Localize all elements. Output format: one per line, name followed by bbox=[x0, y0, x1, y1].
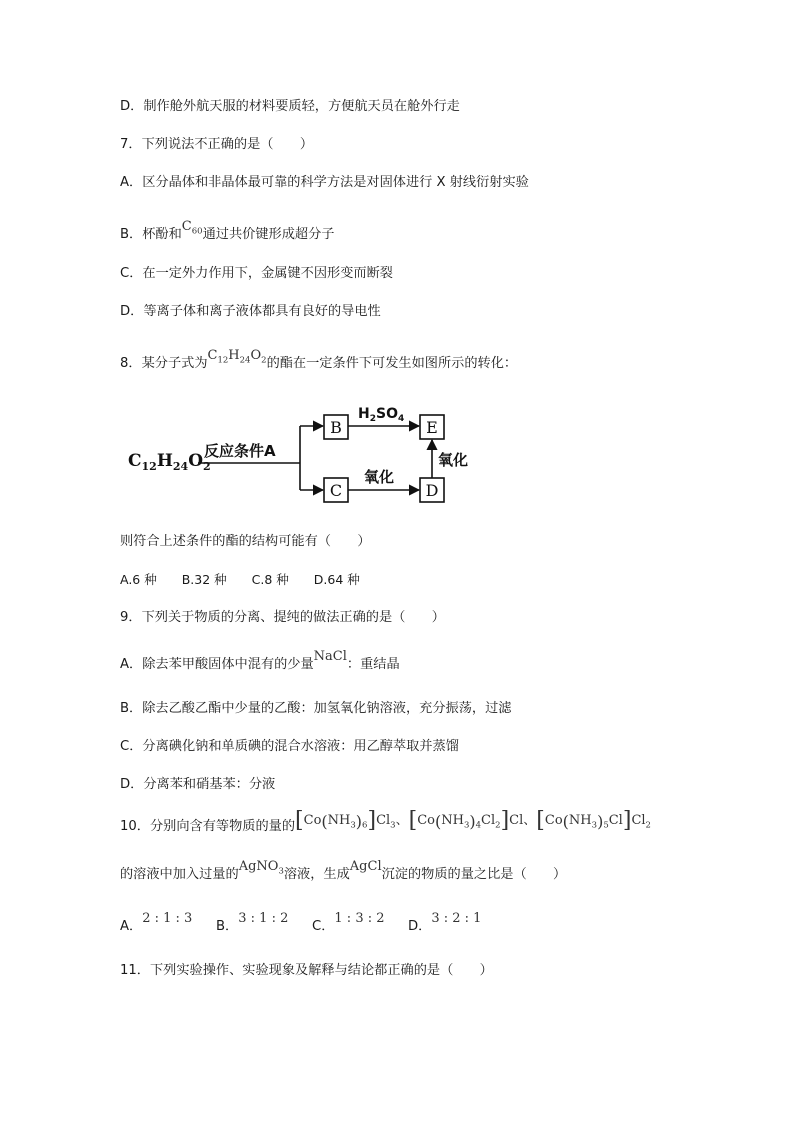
q7-option-b bbox=[120, 219, 335, 249]
q7b-suffix: 通过共价键形成超分子 bbox=[202, 227, 335, 242]
condition-label: 反应条件A bbox=[204, 442, 276, 460]
complex-formulas: $[Co(NH_3)_6]Cl_3$、$[Co(NH_3)_4Cl_2]Cl$、$[Co(NH_3)_5Cl]Cl_2$ bbox=[295, 808, 651, 833]
q9-option-a: A．除去苯甲酸固体中混有的少量NaCl：重结晶 bbox=[120, 649, 400, 672]
q7-option-a: A．区分晶体和非晶体最可靠的科学方法是对固体进行 X 射线衍射实验 bbox=[120, 175, 529, 190]
option-d-text: D．制作舱外航天服的材料要质轻，方便航天员在舱外行走 bbox=[120, 99, 460, 114]
question-8: 8．某分子式为$C_{12}H_{24}O_2$的酯在一定条件下可发生如图所示的转化： bbox=[120, 348, 518, 371]
q9-option-c: C．分离碘化钠和单质碘的混合水溶液：用乙醇萃取并蒸馏 bbox=[120, 739, 459, 754]
oxidation-label-2: 氧化 bbox=[438, 451, 469, 469]
q9-option-b: B．除去乙酸乙酯中少量的乙酸：加氢氧化钠溶液，充分振荡，过滤 bbox=[120, 701, 512, 716]
q9-option-d: D．分离苯和硝基苯：分液 bbox=[120, 777, 276, 792]
box-c-label: C bbox=[329, 481, 343, 500]
nacl-formula: NaCl bbox=[313, 649, 347, 664]
agno3-formula: AgNO$_3$ bbox=[238, 859, 284, 877]
q8-options: A.6 种 B.32 种 C.8 种 D.64 种 bbox=[120, 572, 360, 587]
q10-option-b: B．3 : 1 : 2 bbox=[216, 911, 289, 934]
q10-option-a: A．2 : 1 : 3 bbox=[120, 911, 193, 934]
c60-formula: $C_{60}$ bbox=[181, 219, 203, 237]
q10-option-c: C．1 : 3 : 2 bbox=[312, 911, 385, 934]
question-7: 7．下列说法不正确的是（ ） bbox=[120, 137, 314, 152]
question-10: 10．分别向含有等物质的量的$[Co(NH_3)_6]Cl_3$、$[Co(NH_3)_4Cl_2]Cl$、$[Co(NH_3)_5Cl]Cl_2$ bbox=[120, 808, 651, 834]
agcl-formula: AgCl bbox=[349, 859, 382, 874]
question-9: 9．下列关于物质的分离、提纯的做法正确的是（ ） bbox=[120, 610, 445, 625]
box-e-label: E bbox=[426, 418, 438, 437]
ester-formula: $C_{12}H_{24}O_2$ bbox=[207, 348, 267, 366]
start-formula: $C_{12}H_{24}O_2$ bbox=[128, 451, 211, 473]
q10-option-d: D．3 : 2 : 1 bbox=[408, 911, 482, 934]
q7-option-d: D．等离子体和离子液体都具有良好的导电性 bbox=[120, 304, 381, 319]
q8-prompt: 则符合上述条件的酯的结构可能有（ ） bbox=[120, 534, 371, 549]
box-b-label: B bbox=[330, 418, 342, 437]
box-d-label: D bbox=[425, 481, 439, 500]
oxidation-label-1: 氧化 bbox=[364, 468, 395, 486]
q10-options bbox=[120, 911, 504, 936]
q7-option-c: C．在一定外力作用下，金属键不因形变而断裂 bbox=[120, 266, 393, 281]
h2so4-label: $H_2SO_4$ bbox=[358, 406, 405, 424]
q7b-prefix: B．杯酚和 bbox=[120, 227, 182, 242]
q10-line-2: 的溶液中加入过量的AgNO$_3$溶液，生成AgCl沉淀的物质的量之比是（ ） bbox=[120, 859, 567, 882]
reaction-diagram bbox=[120, 398, 480, 508]
question-11: 11．下列实验操作、实验现象及解释与结论都正确的是（ ） bbox=[120, 963, 493, 978]
